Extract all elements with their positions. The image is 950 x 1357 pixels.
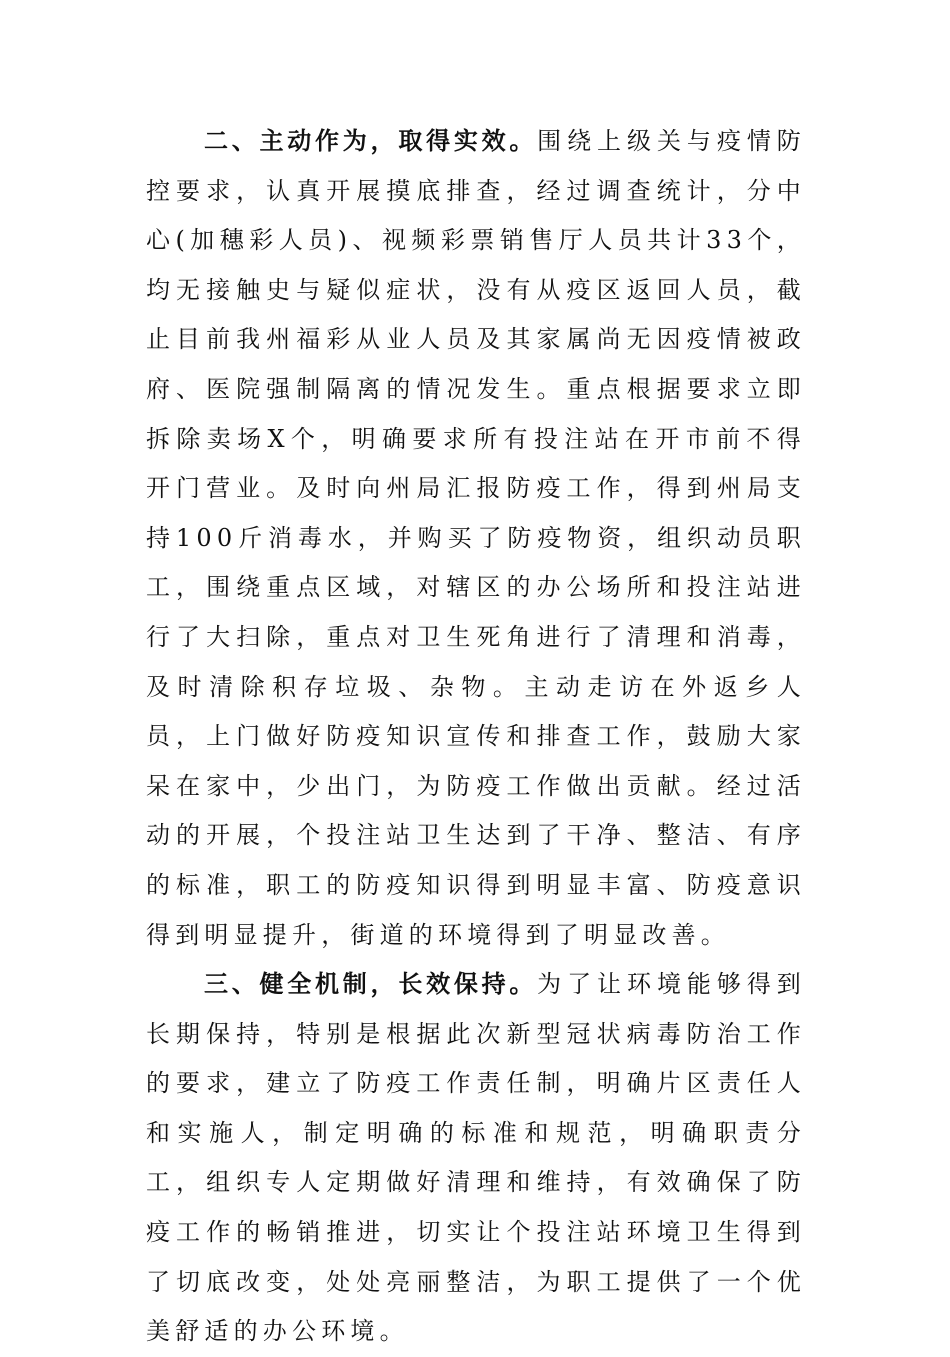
- paragraph-body-2: 围绕上级关与疫情防控要求，认真开展摸底排查，经过调查统计，分中心(加穗彩人员)、视频彩票销售厅人员共计33个，均无接触史与疑似症状，没有从疫区返回人员，截止目前我州福彩从业人员及其家属尚无因疫情被政府、医院强制隔离的情况发生。重点根据要求立即拆除卖场X个，明确要求所有投注站在开市前不得开门营业。及时向州局汇报防疫工作，得到州局支持100斤消毒水，并购买了防疫物资，组织动员职工，围绕重点区域，对辖区的办公场所和投注站进行了大扫除，重点对卫生死角进行了清理和消毒，及时清除积存垃圾、杂物。主动走访在外返乡人员，上门做好防疫知识宣传和排查工作，鼓励大家呆在家中，少出门，为防疫工作做出贡献。经过活动的开展，个投注站卫生达到了干净、整洁、有序的标准，职工的防疫知识得到明显丰富、防疫意识得到明显提升，街道的环境得到了明显改善。: [146, 127, 806, 949]
- paragraph-2: [146, 117, 806, 960]
- paragraph-body-3: 为了让环境能够得到长期保持，特别是根据此次新型冠状病毒防治工作的要求，建立了防疫工作责任制，明确片区责任人和实施人，制定明确的标准和规范，明确职责分工，组织专人定期做好清理和维持，有效确保了防疫工作的畅销推进，切实让个投注站环境卫生得到了切底改变，处处亮丽整洁，为职工提供了一个优美舒适的办公环境。: [146, 970, 806, 1346]
- document-page: [146, 117, 806, 1357]
- section-heading-3: 三、健全机制，长效保持。: [204, 970, 538, 999]
- paragraph-3: [146, 960, 806, 1357]
- section-heading-2: 二、主动作为，取得实效。: [204, 127, 538, 155]
